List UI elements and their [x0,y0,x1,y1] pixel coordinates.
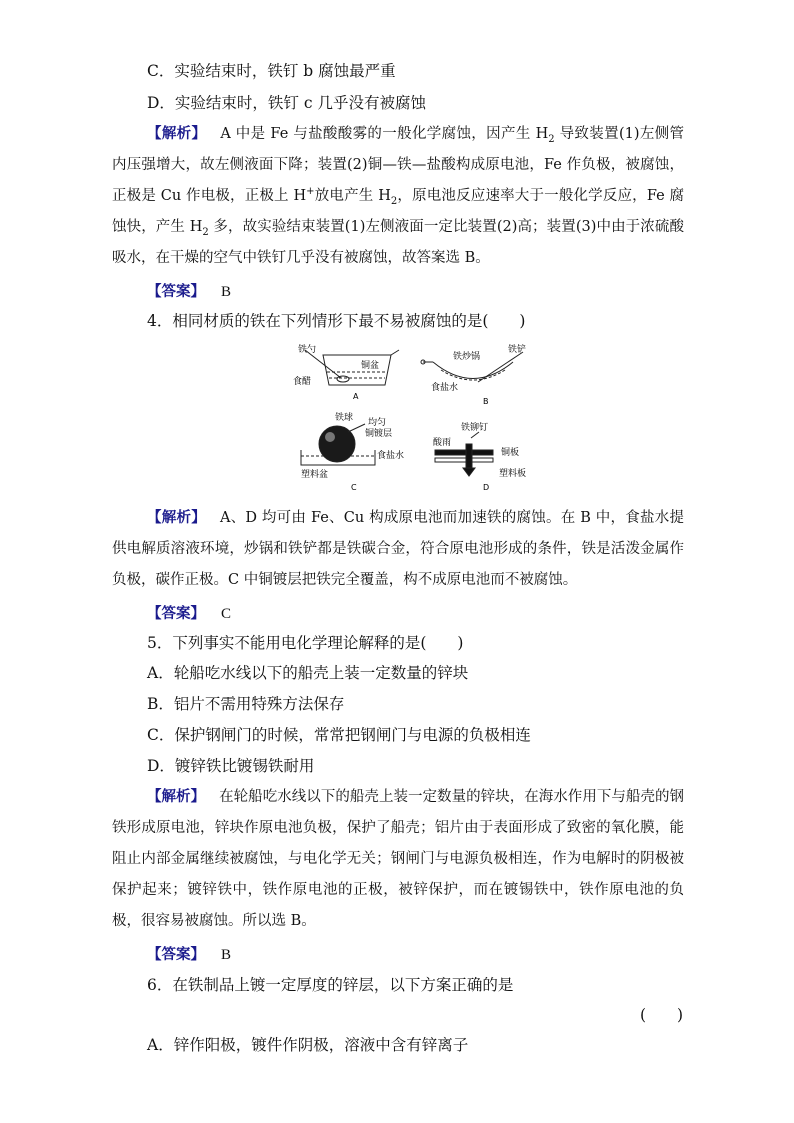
q4-stem: 4．相同材质的铁在下列情形下最不易被腐蚀的是( ) [147,312,526,330]
label-iron-rivet: 铁铆钉 [461,423,489,433]
answer-value: B [221,947,232,963]
corrosion-diagram [283,340,543,500]
answer-label: 【答案】 [147,606,205,622]
answer-value: C [221,606,232,622]
q4-analysis: 【解析】 A、D 均可由 Fe、Cu 构成原电池而加速铁的腐蚀。在 B 中，食盐水提供电解质溶液环境，炒锅和铁铲都是铁碳合金，符合原电池形成的条件，铁是活泼金属作负极，碳作正极。C 中铜镀层把铁完全覆盖，构不成原电池而不被腐蚀。 [112,510,685,588]
label-salt-water-b: 食盐水 [431,383,459,393]
q5-stem: 5．下列事实不能用电化学理论解释的是( ) [147,634,464,652]
q4-figure [283,340,543,500]
figure-c [301,424,375,465]
q5-analysis: 【解析】 在轮船吃水线以下的船壳上装一定数量的锌块，在海水作用下与船壳的钢铁形成原电池，锌块作原电池负极，保护了船壳；铝片由于表面形成了致密的氧化膜，能阻止内部金属继续被腐蚀，与电化学无关；钢闸门与电源负极相连，作为电解时的阴极被保护起来；镀锌铁中，铁作原电池的正极，被锌保护，而在镀锡铁中，铁作原电池的负极，很容易被腐蚀。所以选 B。 [112,789,685,929]
q3-option-c: C．实验结束时，铁钉 b 腐蚀最严重 [147,62,396,80]
label-plastic-basin: 塑料盆 [301,470,329,480]
q5-option-b: B．铝片不需用特殊方法保存 [147,695,345,713]
answer-value: B [221,284,232,300]
figure-a-label: A [353,392,359,401]
figure-a [305,350,399,385]
analysis-label: 【解析】 [147,510,206,526]
q3-option-d: D．实验结束时，铁钉 c 几乎没有被腐蚀 [147,94,426,112]
label-plastic-plate: 塑料板 [499,469,527,479]
analysis-label: 【解析】 [147,126,207,142]
answer-label: 【答案】 [147,947,205,963]
figure-d-label: D [483,483,490,492]
q3-answer [147,281,231,302]
figure-c-label: C [351,483,357,492]
q5-option-a: A．轮船吃水线以下的船壳上装一定数量的锌块 [147,664,469,682]
q6-stem: 6．在铁制品上镀一定厚度的锌层，以下方案正确的是 [147,976,514,994]
q5-option-d: D．镀锌铁比镀锡铁耐用 [147,757,315,775]
label-copper-plating: 铜镀层 [365,429,393,439]
figure-b-label: B [483,397,489,406]
q5-answer [147,944,231,965]
label-salt-water-c: 食盐水 [377,451,405,461]
label-copper-basin: 铜盆 [361,361,380,371]
label-acid-rain: 酸雨 [433,438,452,448]
q3-analysis: 【解析】 A 中是 Fe 与盐酸酸雾的一般化学腐蚀，因产生 $H_2$ 导致装置(1)左侧管内压强增大，故左侧液面下降；装置(2)铜—铁—盐酸构成原电池，Fe 作负极，被腐蚀，正极是 Cu 作电极，正极上 H+放电产生 $H_2$，原电池反应速率大于一般化学反应，Fe 腐蚀快，产生 $H_2$ 多，故实验结束装置(1)左侧液面一定比装置(2)高；装置(3)中由于浓硫酸吸水，在干燥的空气中铁钉几乎没有被腐蚀，故答案选 B。 [112,126,685,266]
label-iron-ball: 铁球 [335,413,354,423]
label-vinegar: 食醋 [293,377,312,387]
q6-option-a: A．锌作阳极，镀件作阴极，溶液中含有锌离子 [147,1036,469,1054]
analysis-label: 【解析】 [147,789,206,805]
label-copper-plate: 铜板 [501,448,520,458]
label-wok: 铁炒锅 [453,352,481,362]
q6-answer-blank: ( ) [640,1006,684,1024]
label-spatula: 铁铲 [508,345,527,355]
q4-answer [147,603,231,624]
q5-option-c: C．保护钢闸门的时候，常常把钢闸门与电源的负极相连 [147,726,531,744]
answer-label: 【答案】 [147,284,205,300]
label-uniform: 均匀 [368,418,387,428]
label-iron-spoon: 铁勺 [298,345,317,355]
